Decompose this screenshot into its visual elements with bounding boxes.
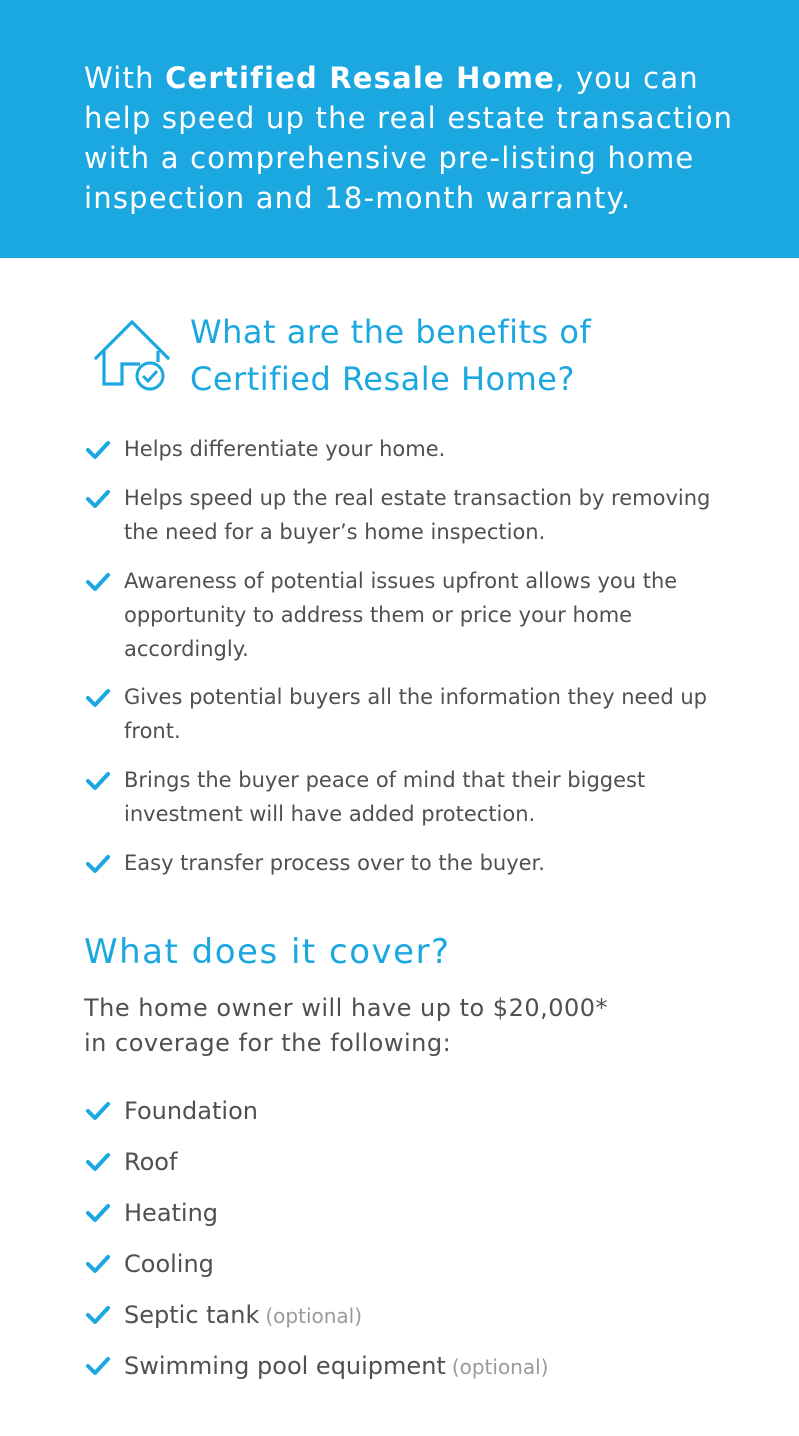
coverage-label: Roof [124, 1148, 178, 1176]
coverage-item-text [124, 1197, 218, 1229]
checkmark-icon [86, 1099, 110, 1123]
coverage-intro-line1: The home owner will have up to $20,000* [84, 994, 609, 1022]
benefits-title-line2: Certified Resale Home? [190, 360, 575, 398]
coverage-intro-line2: in coverage for the following: [84, 1029, 452, 1057]
benefit-text: Helps differentiate your home. [124, 437, 446, 461]
benefit-text: Gives potential buyers all the information they need up front. [124, 685, 707, 743]
hero-brand: Certified Resale Home [165, 61, 556, 95]
benefit-text: Awareness of potential issues upfront allows you the opportunity to address them or price your home accordingly. [124, 569, 678, 661]
checkmark-icon [86, 487, 110, 511]
benefit-text: Helps speed up the real estate transaction by removing the need for a buyer’s home inspection. [124, 486, 711, 544]
coverage-title: What does it cover? [84, 932, 451, 972]
house-check-icon [92, 318, 172, 392]
checkmark-icon [86, 686, 110, 710]
checkmark-icon [86, 769, 110, 793]
checkmark-icon [86, 1150, 110, 1174]
coverage-label: Foundation [124, 1097, 258, 1125]
benefit-text: Easy transfer process over to the buyer. [124, 851, 545, 875]
checkmark-icon [86, 570, 110, 594]
coverage-label: Swimming pool equipment [124, 1352, 446, 1380]
hero-suffix: , you can help speed up the real estate transaction with a comprehensive pre-listing home inspection and 18-month warranty. [84, 61, 734, 215]
coverage-label: Cooling [124, 1250, 214, 1278]
hero-prefix: With [84, 61, 166, 95]
checkmark-icon [86, 1201, 110, 1225]
benefit-text: Brings the buyer peace of mind that their biggest investment will have added protection. [124, 768, 646, 826]
checkmark-icon [86, 1303, 110, 1327]
coverage-intro [84, 991, 724, 1061]
coverage-item-text [124, 1146, 177, 1178]
hero-banner [0, 0, 799, 258]
checkmark-icon [86, 438, 110, 462]
checkmark-icon [86, 852, 110, 876]
coverage-label: Heating [124, 1199, 219, 1227]
benefits-title-line1: What are the benefits of [190, 313, 592, 351]
coverage-item-text [124, 1248, 214, 1280]
checkmark-icon [86, 1354, 110, 1378]
coverage-item-text [124, 1095, 258, 1127]
hero-text [84, 58, 774, 218]
optional-note: (optional) [265, 1304, 363, 1328]
coverage-item-text [124, 1299, 362, 1332]
checkmark-icon [86, 1252, 110, 1276]
benefits-title [190, 309, 750, 403]
optional-note: (optional) [451, 1355, 549, 1379]
coverage-item-text [124, 1350, 548, 1383]
coverage-label: Septic tank [124, 1301, 260, 1329]
